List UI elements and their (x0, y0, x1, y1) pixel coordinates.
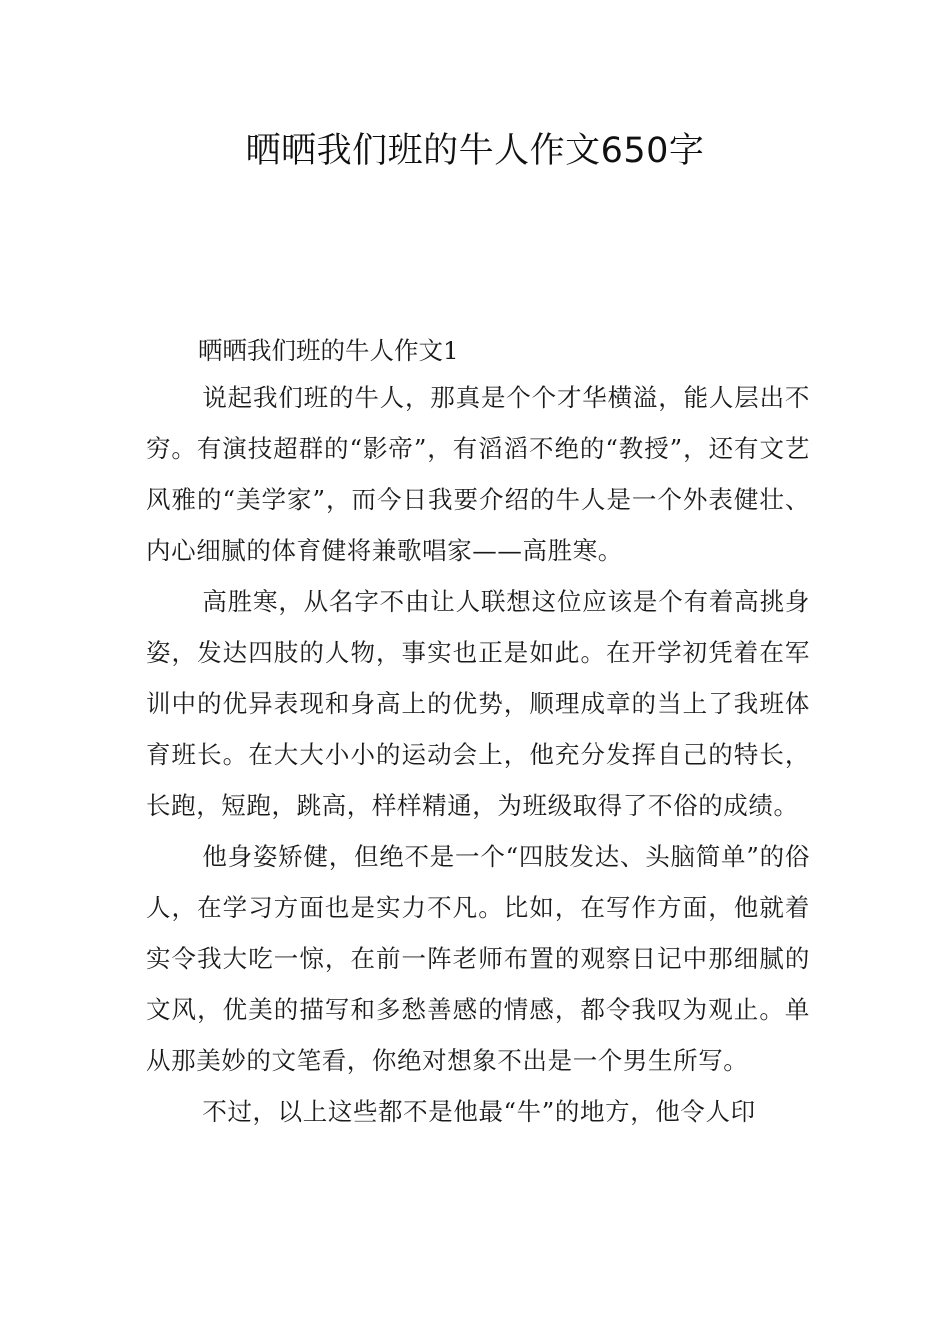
section-heading: 晒晒我们班的牛人作文1 (198, 336, 459, 365)
paragraph-4: 不过，以上这些都不是他最“牛”的地方，他令人印 (202, 1097, 756, 1126)
paragraph-3: 他身姿矫健，但绝不是一个“四肢发达、头脑简单”的俗人，在学习方面也是实力不凡。比如，在写作方面，他就着实令我大吃一惊，在前一阵老师布置的观察日记中那细腻的文风，优美的描写和多愁善感的情感，都令我叹为观止。单从那美妙的文笔看，你绝对想象不出是一个男生所写。 (146, 842, 810, 1075)
paragraph-2: 高胜寒，从名字不由让人联想这位应该是个有着高挑身姿，发达四肢的人物，事实也正是如此。在开学初凭着在军训中的优异表现和身高上的优势，顺理成章的当上了我班体育班长。在大大小小的运动会上，他充分发挥自己的特长，长跑，短跑，跳高，样样精通，为班级取得了不俗的成绩。 (146, 587, 810, 820)
document-body (146, 330, 810, 1137)
paragraph-1: 说起我们班的牛人，那真是个个才华横溢，能人层出不穷。有演技超群的“影帝”，有滔滔不绝的“教授”，还有文艺风雅的“美学家”，而今日我要介绍的牛人是一个外表健壮、内心细腻的体育健将兼歌唱家——高胜寒。 (146, 383, 810, 565)
document-title: 晒晒我们班的牛人作文650字 (245, 131, 705, 171)
